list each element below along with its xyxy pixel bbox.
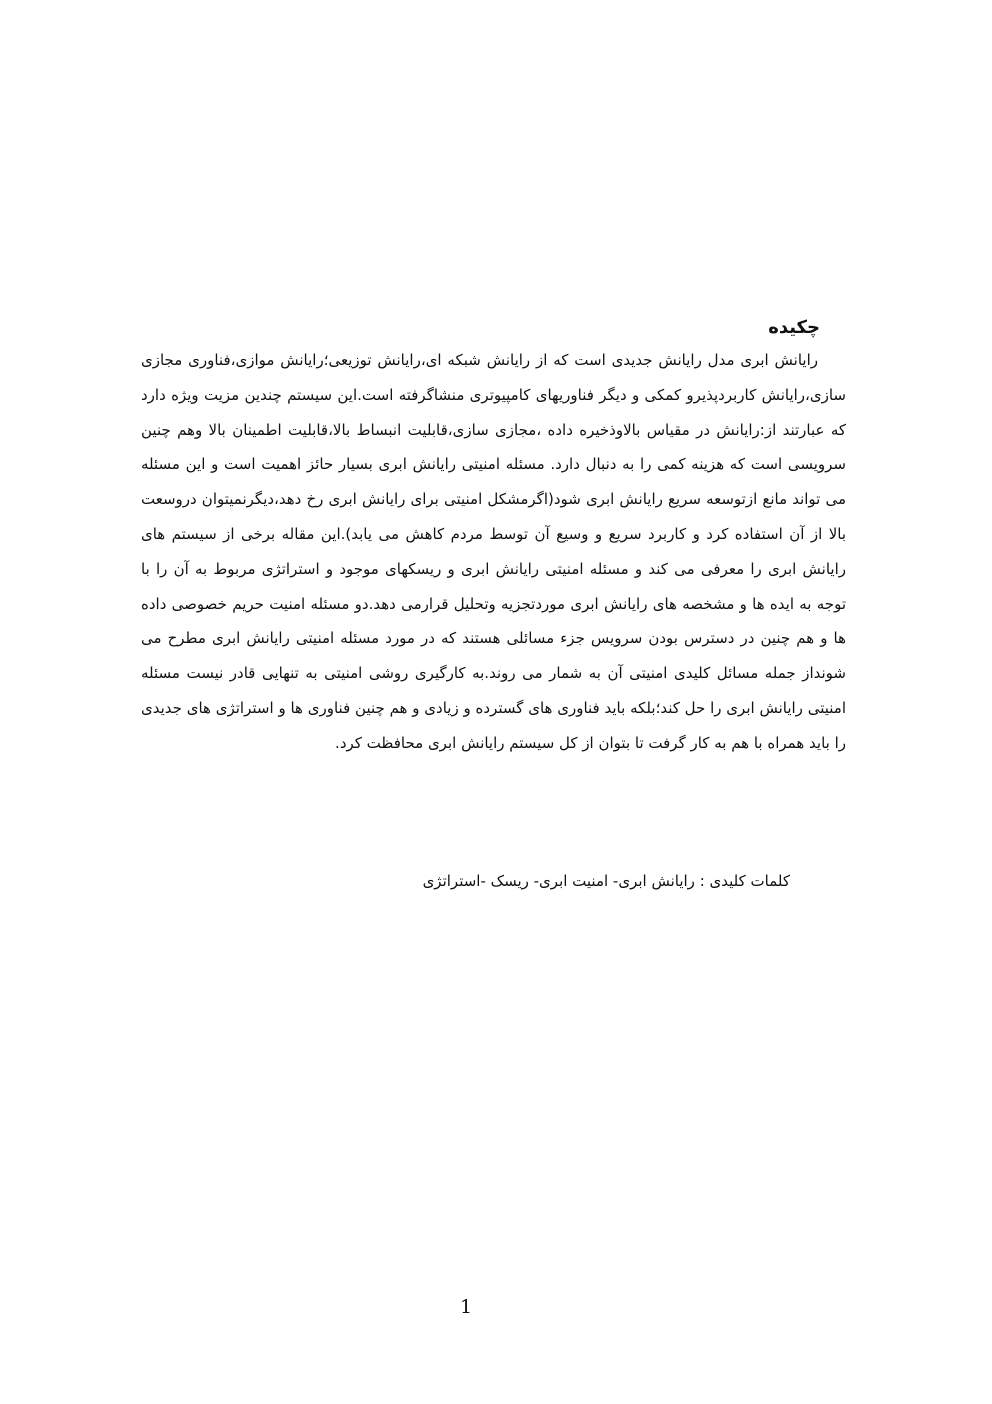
keywords-line: کلمات کلیدی : رایانش ابری- امنیت ابری- ریسک -استراتژی (422, 872, 790, 890)
page-number: 1 (459, 1296, 473, 1318)
abstract-heading: چکیده (768, 317, 820, 338)
abstract-paragraph: رایانش ابری مدل رایانش جدیدی است که از رایانش شبکه ای،رایانش توزیعی؛رایانش موازی،فناوری مجازی سازی،رایانش کاربردپذیرو کمکی و دیگر فناوریهای کامپیوتری منشاگرفته است.این سیستم چندین مزیت ویژه دارد که عبارتند از:رایانش در مقیاس بالاوذخیره داده ،مجازی سازی،قابلیت انبساط بالا،قابلیت اطمینان بالا وهم چنین سرویسی است که هزینه کمی را به دنبال دارد. مسئله امنیتی رایانش ابری بسیار حائز اهمیت است و این مسئله می تواند مانع ازتوسعه سریع رایانش ابری شود(اگرمشکل امنیتی برای رایانش ابری رخ دهد،دیگرنمیتوان دروسعت بالا از آن استفاده کرد و کاربرد سریع و وسیع آن توسط مردم کاهش می یابد).این مقاله برخی از سیستم های رایانش ابری را معرفی می کند و مسئله امنیتی رایانش ابری و ریسکهای موجود و استراتژی مربوط به آن را با توجه به ایده ها و مشخصه های رایانش ابری موردتجزیه وتحلیل قرارمی دهد.دو مسئله امنیت حریم خصوصی داده ها و هم چنین در دسترس بودن سرویس جزء مسائلی هستند که در مورد مسئله امنیتی رایانش ابری مطرح می شونداز جمله مسائل کلیدی امنیتی آن به شمار می روند.به کارگیری روشی امنیتی به تنهایی قادر نیست مسئله امنیتی رایانش ابری را حل کند؛بلکه باید فناوری های گسترده و زیادی و هم چنین فناوری ها و استراتژی های جدیدی را باید همراه با هم به کار گرفت تا بتوان از کل سیستم رایانش ابری محافظت کرد. (141, 351, 846, 752)
